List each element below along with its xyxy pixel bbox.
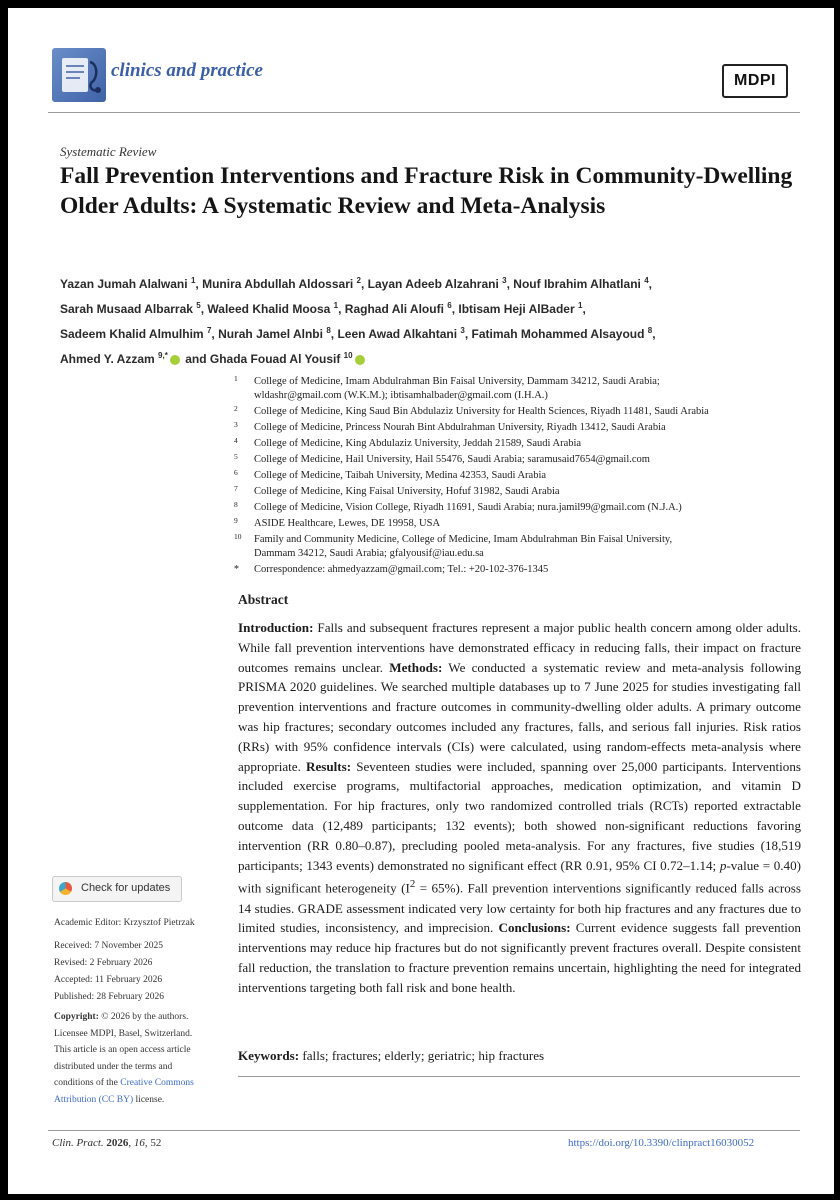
author-name[interactable]: Ghada Fouad Al Yousif [209,352,341,366]
affiliation-number: 6 [234,468,238,477]
affil-sup: 3 [460,326,465,335]
affiliation-text: College of Medicine, King Saud Bin Abdulaziz University for Health Sciences, Riyadh 11481, Saudi Arabia [254,406,709,417]
affiliation-number: 5 [234,452,238,461]
date-received: Received: 7 November 2025 [54,941,163,951]
author-name[interactable]: Yazan Jumah Alalwani [60,277,188,291]
year: 2026 [106,1137,129,1149]
affil-sup: 3 [502,276,507,285]
copyright-text: Licensee MDPI, Basel, Switzerland. [54,1028,193,1039]
affil-sup: 4 [644,276,649,285]
author-name[interactable]: Ahmed Y. Azzam [60,352,155,366]
academic-editor: Academic Editor: Krzysztof Pietrzak [54,918,195,928]
copyright-label: Copyright: [54,1012,99,1022]
copyright-text: distributed under the terms and [54,1061,173,1072]
keywords [238,1048,544,1064]
methods-label: Methods: [389,659,443,675]
affiliation-item [234,501,804,515]
affiliation-item [234,485,804,499]
footer-divider [48,1130,800,1131]
conclusions-label: Conclusions: [498,920,571,936]
check-for-updates-button[interactable] [52,876,182,902]
affiliation-number: 4 [234,436,238,445]
author-name[interactable]: Ibtisam Heji AlBader [458,302,575,316]
affiliation-text: College of Medicine, Imam Abdulrahman Bin Faisal University, Dammam 34212, Saudi Arabia; [254,376,660,387]
copyright-text: This article is an open access article [54,1045,191,1055]
author-name[interactable]: Raghad Ali Aloufi [344,302,444,316]
affiliation-item [234,421,804,435]
affiliation-number: 2 [234,404,238,413]
p-value-label: p [719,857,727,873]
author-name[interactable]: Nouf Ibrahim Alhatlani [513,277,641,291]
affil-sup: 10 [343,351,353,360]
author-name[interactable]: Leen Awad Alkahtani [337,327,458,341]
citation: Clin. Pract. 2026, 16, 52 [52,1137,162,1149]
affil-sup: 7 [206,326,212,335]
cc-by-link[interactable]: Attribution (CC BY) [54,1094,134,1105]
i2-sup: 2 [409,878,416,891]
creative-commons-link[interactable]: Creative Commons [120,1078,194,1088]
abstract-heading: Abstract [238,592,289,607]
journal-name: clinics and practice [111,60,263,81]
affiliation-item [234,437,804,451]
affiliation-item [234,517,804,531]
affiliation-text: College of Medicine, Hail University, Hail 55476, Saudi Arabia; saramusaid7654@gmail.com [254,454,650,465]
affiliation-text: Dammam 34212, Saudi Arabia; gfalyousif@iau.edu.sa [254,548,484,559]
keywords-divider [238,1076,800,1077]
affiliation-text: wldashr@gmail.com (W.K.M.); ibtisamhalbader@gmail.com (I.H.A.) [254,390,548,401]
affiliation-number: 3 [234,420,238,429]
affiliation-number: 8 [234,500,238,509]
journal-logo-icon [52,48,106,102]
affiliation-text: College of Medicine, Princess Nourah Bint Abdulrahman University, Riyadh 13412, Saudi Arabia [254,422,666,433]
affil-sup: 1 [333,301,339,310]
affiliation-text: College of Medicine, Vision College, Riyadh 11691, Saudi Arabia; nura.jamil99@gmail.com (N.J.A.) [254,502,682,513]
author-name[interactable]: Sadeem Khalid Almulhim [60,327,204,341]
crossmark-icon [59,882,72,895]
affiliation-text: College of Medicine, King Faisal University, Hofuf 31982, Saudi Arabia [254,486,560,497]
affiliation-item [234,469,804,483]
affiliation-number: * [234,564,239,575]
check-for-updates-label: Check for updates [81,882,171,894]
affil-sup: 1 [190,276,196,285]
affiliation-list [234,375,804,579]
correspondence-text: Correspondence: ahmedyazzam@gmail.com; Tel.: +20-102-376-1345 [254,564,549,575]
intro-text: Falls and subsequent fractures represent a major public health concern among older adults. While fall prevention interventions have demonstrated efficacy in reducing falls, their impact on fracture outcomes remains unclear. [238,620,801,675]
author-name[interactable]: Sarah Musaad Albarrak [60,302,193,316]
methods-text: We conducted a systematic review and meta-analysis following PRISMA 2020 guidelines. We searched multiple databases up to 7 June 2025 for studies investigating fall prevention interventions and fracture outcomes in community-dwelling older adults. A primary outcome was hip fractures; secondary outcomes included any fractures, falls, and serious fall injuries. Risk ratios (RRs) with 95% confidence intervals (CIs) were calculated, using random-effects meta-analysis where appropriate. [238,659,801,774]
affil-sup: 8 [326,326,331,335]
keywords-text: falls; fractures; elderly; geriatric; hip fractures [299,1048,545,1063]
keywords-label: Keywords: [238,1048,300,1063]
author-name[interactable]: Layan Adeeb Alzahrani [367,277,499,291]
article-number: 52 [150,1137,162,1149]
affil-sup: 8 [647,326,653,335]
author-name[interactable]: Waleed Khalid Moosa [207,302,331,316]
volume: 16 [133,1137,145,1149]
affil-sup: 5 [196,301,201,310]
author-name[interactable]: Nurah Jamel Alnbi [218,327,323,341]
date-accepted: Accepted: 11 February 2026 [54,975,163,985]
orcid-icon[interactable] [355,355,365,365]
affiliation-text: ASIDE Healthcare, Lewes, DE 19958, USA [254,518,441,529]
article-title: Fall Prevention Interventions and Fracture Risk in Community-Dwelling Older Adults: A Systematic Review and Meta-Analysis [60,163,793,219]
affil-sup: 6 [447,301,452,310]
affiliation-number: 10 [234,532,242,541]
copyright-text: conditions of the [54,1078,121,1088]
affiliation-item [234,405,804,419]
affiliation-item [234,453,804,467]
affiliation-text: College of Medicine, Taibah University, Medina 42353, Saudi Arabia [254,470,547,481]
affiliation-text: Family and Community Medicine, College of Medicine, Imam Abdulrahman Bin Faisal University, [254,534,673,545]
affiliation-number: 7 [234,484,238,493]
affiliation-number: 1 [234,374,238,383]
article-page [8,8,834,1194]
date-revised: Revised: 2 February 2026 [54,958,153,968]
header-divider [48,112,800,113]
author-name[interactable]: Fatimah Mohammed Alsayoud [471,327,645,341]
copyright-text: © 2026 by the authors. [98,1012,189,1022]
abstract-body [238,618,801,998]
results-text: = 65%). Fall prevention interventions significantly reduced falls across 14 studies. GRADE assessment indicated very low certainty for both hip fractures and any fractures due to limited studies, inconsistency, and imprecision. [238,880,801,936]
copyright-notice [54,1009,194,1108]
journal-abbr: Clin. Pract. [52,1137,104,1149]
article-type: Systematic Review [60,144,157,159]
affil-sup: 2 [356,276,361,285]
conclusions-text: Current evidence suggests fall prevention interventions may reduce hip fractures but do not significantly prevent fractures overall. Despite consistent fall reduction, the translation to fracture prevention remains uncertain, highlighting the need for integrated interventions targeting both fall risk and bone health. [238,920,801,995]
publisher-logo: MDPI [722,64,788,98]
author-name[interactable]: Munira Abdullah Aldossari [202,277,354,291]
affiliation-number: 9 [234,516,238,525]
results-text: -value = 0.40) with significant heterogeneity (I [238,857,802,896]
affiliation-text: College of Medicine, King Abdulaziz University, Jeddah 21589, Saudi Arabia [254,438,582,449]
date-published: Published: 28 February 2026 [54,992,165,1002]
authors-conjunction: and [185,352,207,366]
affiliation-item [234,375,804,403]
orcid-icon[interactable] [170,355,180,365]
author-list: Yazan Jumah Alalwani $^1$, Munira Abdullah Aldossari $^2$, Layan Adeeb Alzahrani $^3$, Nouf Ibrahim Alhatlani $^4$, Sarah Musaad Albarrak $^5$, Waleed Khalid Moosa $^1$, Raghad Ali Aloufi $^6$, Ibtisam Heji AlBader $^1$, Sadeem Khalid Almulhim $^7$, Nurah Jamel Alnbi $^8$, Leen Awad Alkahtani $^3$, Fatimah Mohammed Alsayoud $^8$, Ahmed Y. Azzam $^{9,*}$ and Ghada Fouad Al Yousif $^{10}$ [60,276,656,366]
doi-link[interactable]: https://doi.org/10.3390/clinpract16030052 [568,1137,755,1149]
results-label: Results: [306,758,352,774]
affiliation-item [234,533,804,561]
affil-sup: 9,* [158,351,168,360]
intro-label: Introduction: [238,620,314,635]
correspondence [234,563,804,577]
affil-sup: 1 [577,301,583,310]
results-text: Seventeen studies were included, spanning over 25,000 participants. Interventions included exercise programs, multifactorial approaches, medication optimization, and vitamin D supplementation. For hip fractures, only two randomized controlled trials (RCTs) reported extractable outcome data (12,489 participants; 132 events); both showed non-significant reductions favoring intervention (RR 0.80–0.87), precluding pooled meta-analysis. For any fractures, five studies (18,519 participants; 1343 events) demonstrated no significant effect (RR 0.91, 95% CI 0.72–1.14; [238,758,801,873]
copyright-text: license. [133,1094,165,1105]
